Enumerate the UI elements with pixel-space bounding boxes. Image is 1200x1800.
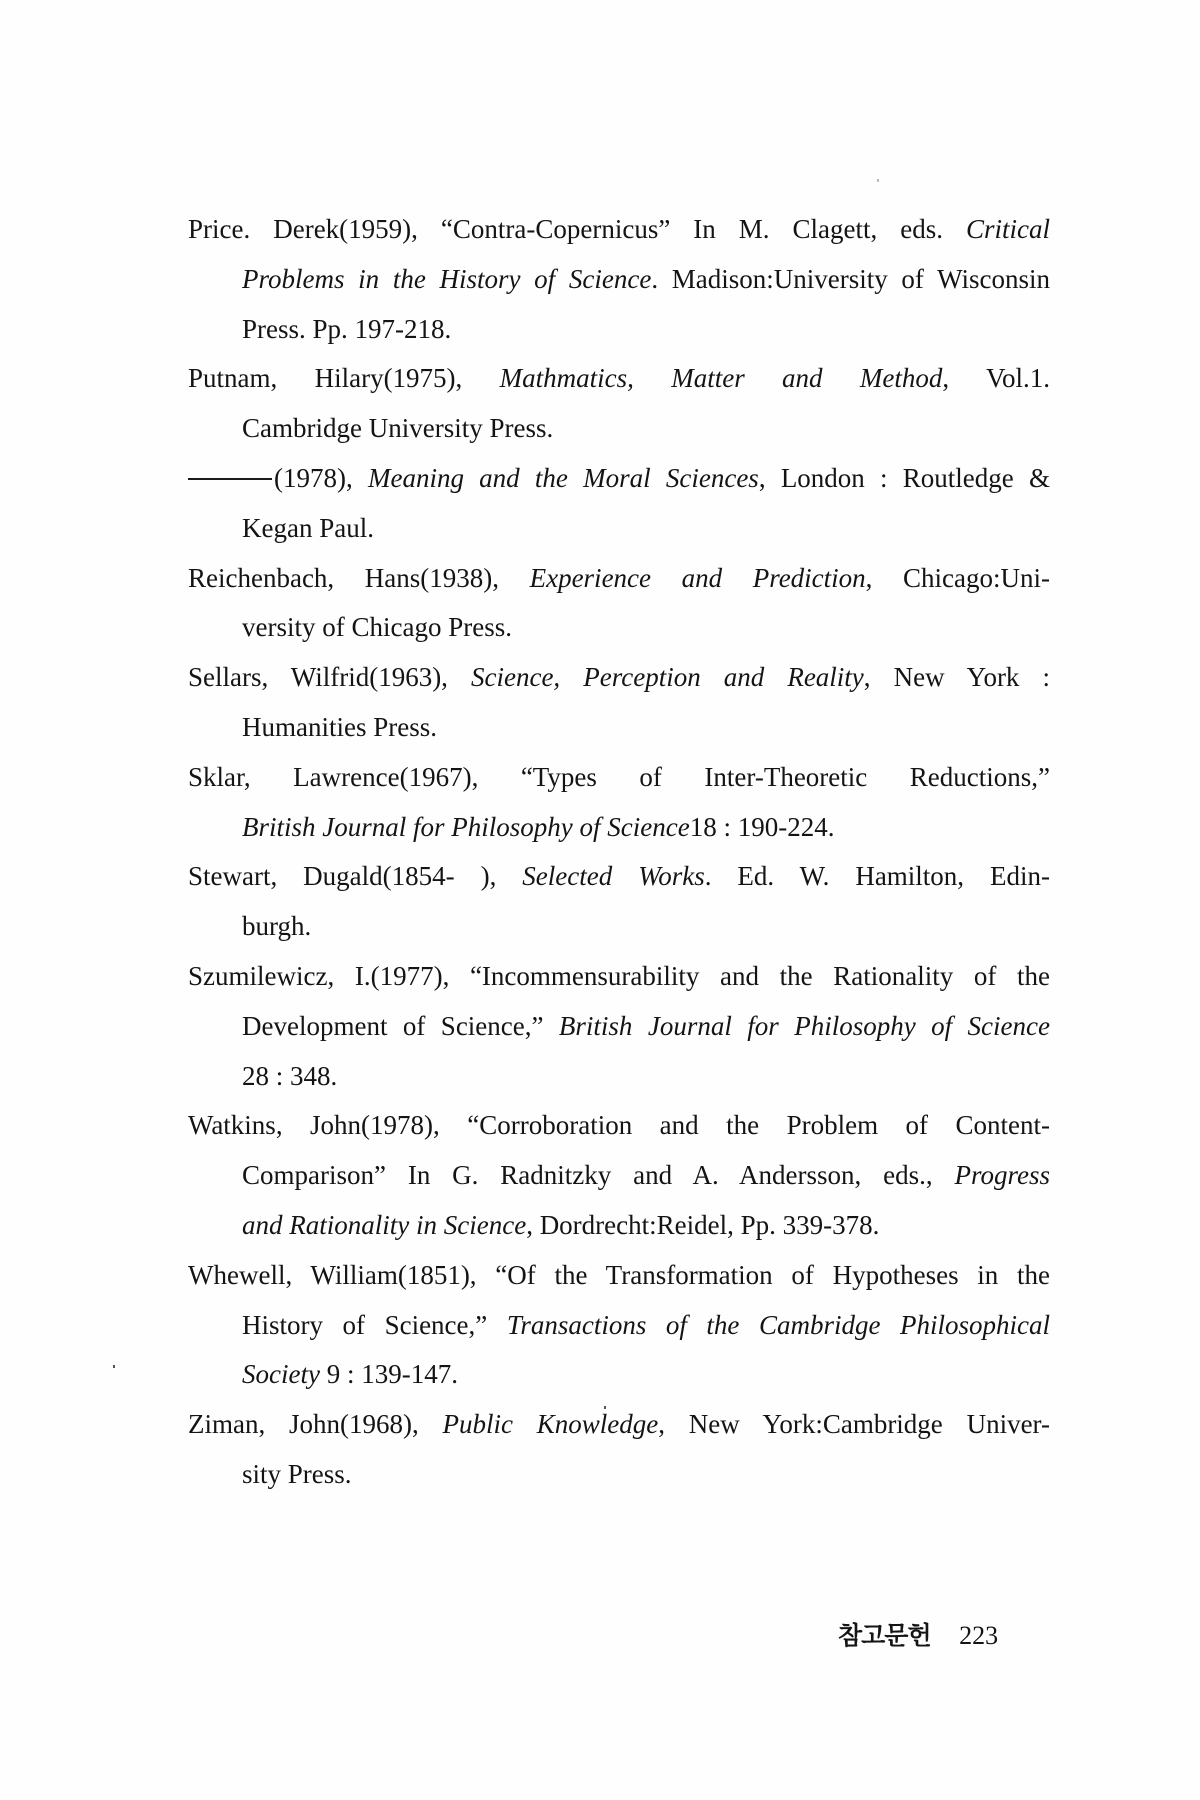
entry-continuation-line [188,1007,1050,1057]
citation-text: Price. Derek(1959), “Contra-Copernicus” In M. Clagett, eds. [188,214,966,244]
citation-text: Press. Pp. 197-218. [242,313,452,344]
citation-text: Development of Science,” [242,1010,559,1041]
bibliography-entry [188,658,1050,758]
bibliography-entry [188,459,1050,559]
entry-continuation-line [188,1355,1050,1405]
entry-first-line [188,359,1050,409]
entry-continuation-line [188,907,1050,957]
entry-first-line [188,1405,1050,1455]
entry-first-line [188,758,1050,808]
citation-text: Sklar, Lawrence(1967), “Types of Inter-Theoretic Reductions,” [188,761,1050,792]
citation-text: 9 : 139-147. [319,1359,458,1390]
bibliography-entry [188,359,1050,459]
page-number: 223 [959,1621,999,1650]
citation-text: 18 : 190-224. [689,811,835,842]
bibliography-entry [188,758,1050,858]
italic-title-text: Science, Perception and Reality [471,662,864,693]
italic-title-text: Progress [954,1160,1050,1191]
italic-title-text: Critical [965,214,1050,244]
scan-speck [113,1365,115,1368]
citation-text: Whewell, William(1851), “Of the Transformation of Hypotheses in the [188,1259,1050,1290]
bibliography-entry [188,1106,1050,1255]
entry-continuation-line [188,608,1050,658]
italic-title-text: Meaning and the Moral Sciences [367,462,759,493]
entry-continuation-line [188,1306,1050,1356]
citation-text: . Madison:University of Wisconsin [651,263,1050,294]
citation-text: Watkins, John(1978), “Corroboration and the Problem of Content- [188,1110,1050,1141]
entry-continuation-line [188,1057,1050,1107]
citation-text: History of Science,” [242,1309,507,1340]
italic-title-text: British Journal for Philosophy of Science [558,1010,1050,1041]
citation-text: , New York : [863,662,1050,693]
bibliography-list [188,210,1050,1505]
italic-title-text: Experience and Prediction [529,562,866,593]
citation-text: sity Press. [242,1458,352,1489]
bibliography-entry [188,1256,1050,1405]
italic-title-text: Problems in the History of Science [242,263,652,294]
bibliography-entry [188,857,1050,957]
entry-continuation-line [188,808,1050,858]
citation-text: Putnam, Hilary(1975), [188,363,500,394]
citation-text: burgh. [242,911,312,942]
bibliography-entry [188,957,1050,1106]
entry-first-line [188,957,1050,1007]
citation-text: , Chicago:Uni- [865,562,1050,593]
bibliography-entry [188,1405,1050,1505]
citation-text: Cambridge University Press. [242,413,554,444]
entry-first-line [188,1106,1050,1156]
scan-speck [604,1406,606,1409]
italic-title-text: Public Knowledge [442,1409,659,1440]
italic-title-text: and Rationality in Science [242,1209,527,1240]
citation-text: 28 : 348. [242,1060,338,1091]
entry-first-line [188,658,1050,708]
entry-continuation-line [188,509,1050,559]
citation-text: , Vol.1. [942,363,1050,394]
bibliography-entry [188,210,1050,359]
citation-text: Sellars, Wilfrid(1963), [188,662,471,693]
citation-text: , New York:Cambridge Univer- [658,1409,1050,1440]
citation-text: Szumilewicz, I.(1977), “Incommensurability and the Rationality of the [188,960,1050,991]
entry-first-line [188,559,1050,609]
entry-continuation-line [188,409,1050,459]
entry-first-line [188,1256,1050,1306]
entry-continuation-line [188,708,1050,758]
citation-text: Kegan Paul. [242,512,374,543]
citation-text: Comparison” In G. Radnitzky and A. Andersson, eds., [242,1160,955,1191]
page-footer [838,1616,998,1656]
citation-text: versity of Chicago Press. [242,612,512,643]
entry-continuation-line [188,1206,1050,1256]
italic-title-text: Society [242,1359,320,1390]
citation-text: . Ed. W. Hamilton, Edin- [704,861,1050,892]
entry-continuation-line [188,260,1050,310]
scan-speck [877,179,879,182]
italic-title-text: Mathmatics, Matter and Method [499,363,943,394]
citation-text: Ziman, John(1968), [188,1409,443,1440]
entry-first-line [188,210,1050,260]
citation-text: , London : Routledge & [758,462,1050,493]
entry-continuation-line [188,1156,1050,1206]
bibliography-entry [188,559,1050,659]
entry-first-line [188,857,1050,907]
italic-title-text: British Journal for Philosophy of Science [242,811,690,842]
running-section-title: 참고문헌 [838,1621,931,1650]
entry-first-line [188,459,1050,509]
ditto-dash [188,478,272,480]
citation-text: , Dordrecht:Reidel, Pp. 339-378. [526,1209,880,1240]
italic-title-text: Transactions of the Cambridge Philosophical [506,1309,1050,1340]
entry-continuation-line [188,1455,1050,1505]
citation-text: Stewart, Dugald(1854- ), [188,861,523,892]
entry-continuation-line [188,310,1050,360]
citation-text: (1978), [274,462,368,493]
italic-title-text: Selected Works [522,861,705,892]
citation-text: Reichenbach, Hans(1938), [188,562,530,593]
citation-text: Humanities Press. [242,711,437,742]
